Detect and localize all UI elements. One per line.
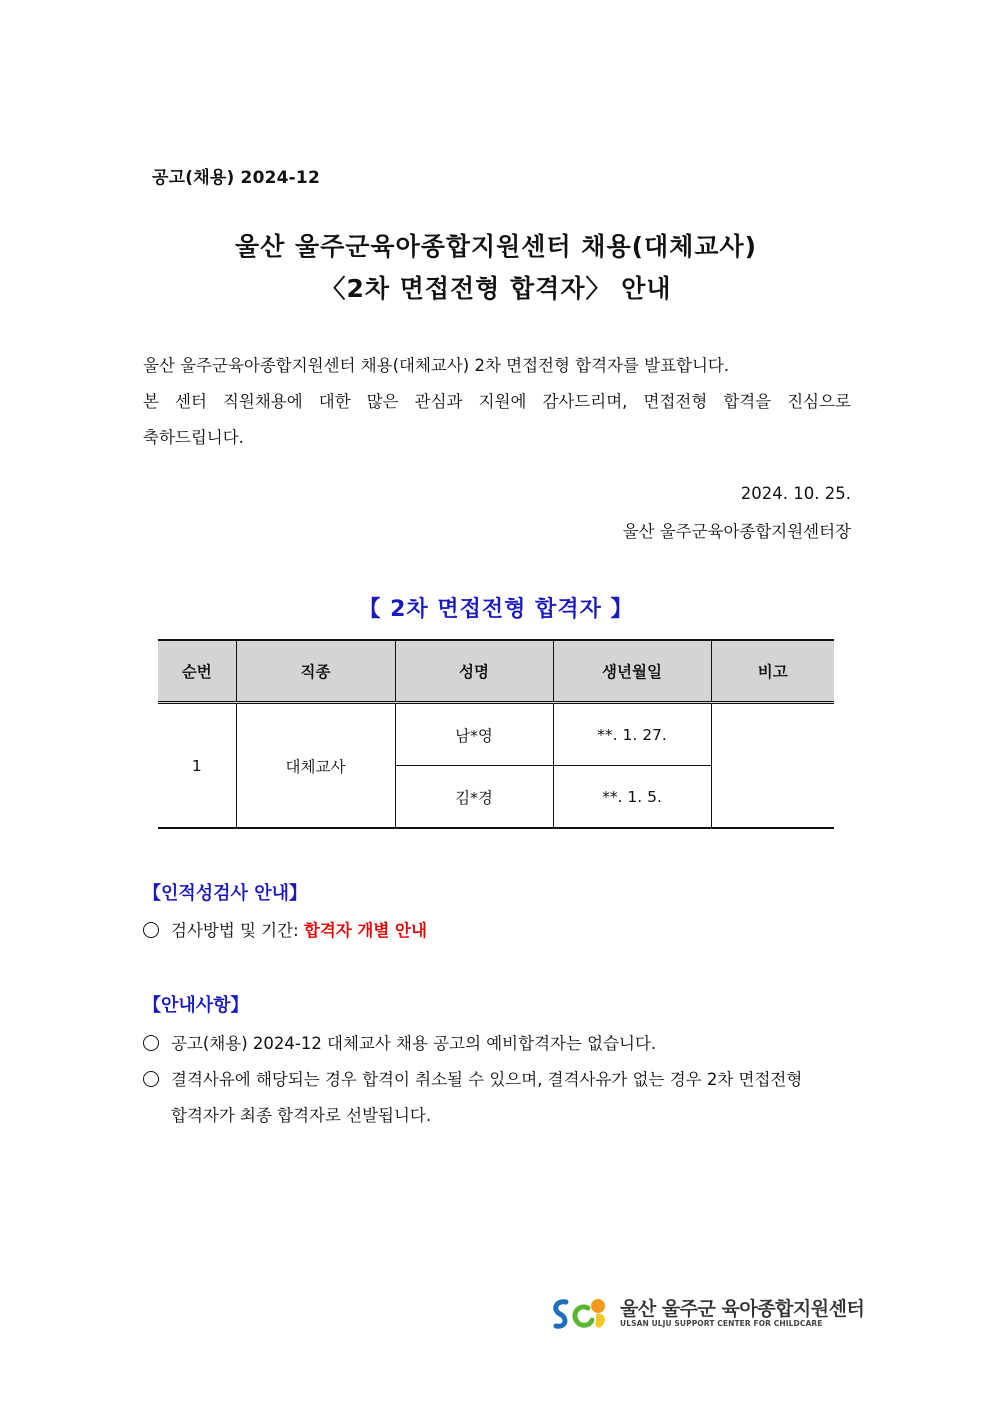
center-logo-icon xyxy=(550,1292,614,1336)
personality-item-text: 검사방법 및 기간: xyxy=(171,921,304,940)
table-header-row xyxy=(158,640,834,703)
personality-item-highlight: 합격자 개별 안내 xyxy=(303,921,427,940)
logo-name-en: ULSAN ULJU SUPPORT CENTER FOR CHILDCARE xyxy=(620,1319,823,1328)
cell-birth: **. 1. 27. xyxy=(553,703,711,766)
center-logo xyxy=(550,1292,865,1336)
header-no: 순번 xyxy=(158,640,236,703)
personality-test-heading: 【인적성검사 안내】 xyxy=(143,883,307,904)
cell-note xyxy=(711,703,834,829)
result-table xyxy=(158,639,834,829)
circle-bullet-icon xyxy=(143,1071,159,1087)
info-item-2 xyxy=(143,1062,851,1134)
cell-name: 남*영 xyxy=(395,703,553,766)
intro-paragraph xyxy=(143,348,851,456)
intro-line-1: 울산 울주군육아종합지원센터 채용(대체교사) 2차 면접전형 합격자를 발표합니다. xyxy=(143,356,730,375)
issuer-name: 울산 울주군육아종합지원센터장 xyxy=(622,522,851,541)
table-row xyxy=(158,703,834,766)
circle-bullet-icon xyxy=(143,922,159,938)
info-item-1 xyxy=(143,1026,656,1062)
cell-job: 대체교사 xyxy=(236,703,395,829)
cell-name: 김*경 xyxy=(395,766,553,829)
header-birth: 생년월일 xyxy=(553,640,711,703)
circle-bullet-icon xyxy=(143,1035,159,1051)
cell-birth: **. 1. 5. xyxy=(553,766,711,829)
page-title-line1: 울산 울주군육아종합지원센터 채용(대체교사) xyxy=(234,232,758,261)
logo-name-kr: 울산 울주군 육아종합지원센터 xyxy=(620,1298,865,1320)
info-item-1-text: 공고(채용) 2024-12 대체교사 채용 공고의 예비합격자는 없습니다. xyxy=(171,1034,657,1053)
announcement-date: 2024. 10. 25. xyxy=(740,484,851,503)
info-heading: 【안내사항】 xyxy=(143,995,249,1016)
intro-line-3: 축하드립니다. xyxy=(143,428,244,447)
cell-no: 1 xyxy=(158,703,236,829)
header-job: 직종 xyxy=(236,640,395,703)
intro-line-2: 본 센터 직원채용에 대한 많은 관심과 지원에 감사드리며, 면접전형 합격을 진심으로 xyxy=(143,392,851,411)
notice-number: 공고(채용) 2024-12 xyxy=(152,168,320,188)
page-title-line2: 〈2차 면접전형 합격자〉 안내 xyxy=(320,274,672,303)
info-item-2-text-line1: 결격사유에 해당되는 경우 합격이 취소될 수 있으며, 결격사유가 없는 경우 2차 면접전형 xyxy=(171,1070,803,1089)
section-title: 【 2차 면접전형 합격자 】 xyxy=(358,597,634,622)
header-name: 성명 xyxy=(395,640,553,703)
info-item-2-text-line2: 합격자가 최종 합격자로 선발됩니다. xyxy=(171,1106,432,1125)
header-note: 비고 xyxy=(711,640,834,703)
personality-test-item xyxy=(143,913,427,949)
